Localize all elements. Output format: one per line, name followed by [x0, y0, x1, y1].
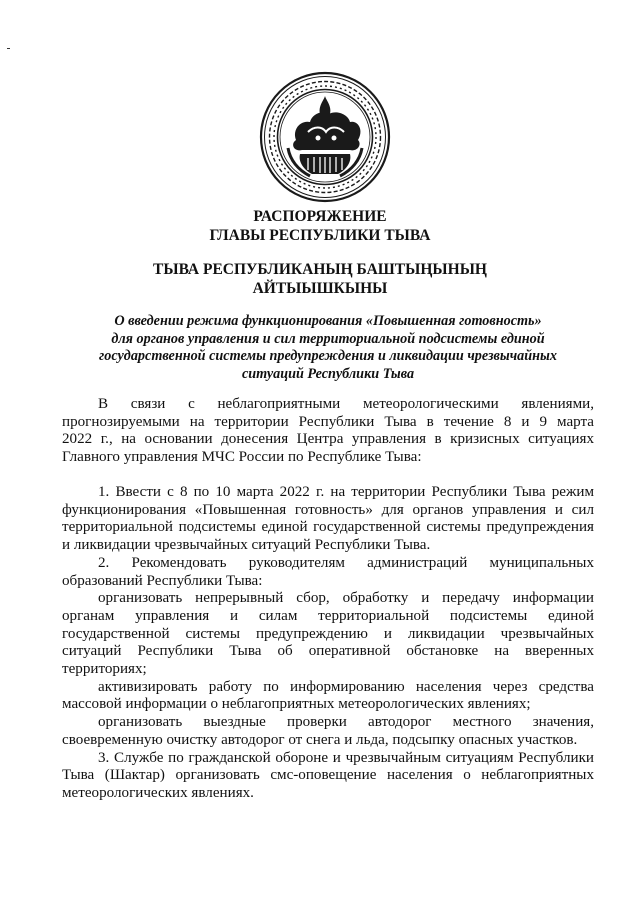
order-items	[62, 484, 594, 803]
item2-line-1: 2. Рекомендовать руководителям администраций муниципальных	[98, 554, 594, 571]
tyvan-title-line-1: ТЫВА РЕСПУБЛИКАНЫҢ БАШТЫҢЫНЫҢ	[153, 261, 487, 278]
item2-sub2-line-1: активизировать работу по информированию населения через средства	[98, 678, 594, 695]
item2-sub3-line-1: организовать выездные проверки автодорог местного значения,	[98, 714, 594, 731]
item3-line-3: метеорологических явлениях.	[62, 784, 254, 801]
intro-line-2: прогнозируемыми на территории Республики Тыва в течение 8 и 9 марта	[62, 413, 594, 430]
coat-of-arms-emblem	[258, 70, 392, 204]
intro-paragraph	[62, 396, 594, 467]
intro-line-4: Главного управления МЧС России по Республике Тыва:	[62, 449, 422, 466]
item2-line-2: образований Республики Тыва:	[62, 572, 263, 589]
item3-line-1: 3. Службе по гражданской обороне и чрезвычайным ситуациям Республики	[98, 749, 594, 766]
subject-line-3: государственной системы предупреждения и ликвидации чрезвычайных	[99, 348, 557, 364]
subject-line-1: О введении режима функционирования «Повышенная готовность»	[114, 313, 542, 329]
title-line-1: РАСПОРЯЖЕНИЕ	[253, 208, 387, 225]
document-title-tyvan	[0, 260, 640, 298]
item2-sub3-line-2: своевременную очистку автодорог от снега и льда, подсыпку опасных участков.	[62, 731, 578, 748]
item3-line-2: Тыва (Шактар) организовать смс-оповещение населения о неблагоприятных	[62, 767, 594, 784]
item1-line-3: территориальной подсистемы единой государственной системы предупреждения	[62, 519, 594, 536]
item2-sub1-line-4: ситуаций Республики Тыва об оперативной обстановке на вверенных	[62, 643, 594, 660]
item-3	[62, 750, 594, 803]
item1-line-1: 1. Ввести с 8 по 10 марта 2022 г. на территории Республики Тыва режим	[98, 484, 594, 500]
intro-line-1: В связи с неблагоприятными метеорологическими явлениями,	[98, 396, 594, 412]
tyvan-title-line-2: АЙТЫЫШКЫНЫ	[252, 280, 388, 297]
item1-line-4: и ликвидации чрезвычайных ситуаций Республики Тыва.	[62, 537, 431, 554]
item2-sub1-line-5: территориях;	[62, 661, 147, 678]
document-subject	[70, 313, 586, 383]
subject-line-4: ситуаций Республики Тыва	[241, 365, 415, 382]
item2-sub2-line-2: массовой информации о неблагоприятных метеорологических явлениях;	[62, 696, 531, 713]
item-2	[62, 555, 594, 750]
item1-line-2: функционирования «Повышенная готовность» для органов управления и сил	[62, 501, 594, 518]
intro-line-3: 2022 г., на основании донесения Центра управления в кризисных ситуациях	[62, 431, 594, 448]
item2-sub1-line-3: государственной системы предупреждению и ликвидации чрезвычайных	[62, 625, 594, 642]
item-1	[62, 484, 594, 555]
item2-sub1-line-2: органам управления и силам территориальной подсистемы единой	[62, 607, 594, 624]
subject-line-2: для органов управления и сил территориальной подсистемы единой	[111, 330, 545, 347]
title-line-2: ГЛАВЫ РЕСПУБЛИКИ ТЫВА	[209, 227, 431, 244]
document-title	[0, 207, 640, 245]
scan-speck	[7, 48, 10, 49]
item2-sub1-line-1: организовать непрерывный сбор, обработку и передачу информации	[98, 590, 594, 607]
